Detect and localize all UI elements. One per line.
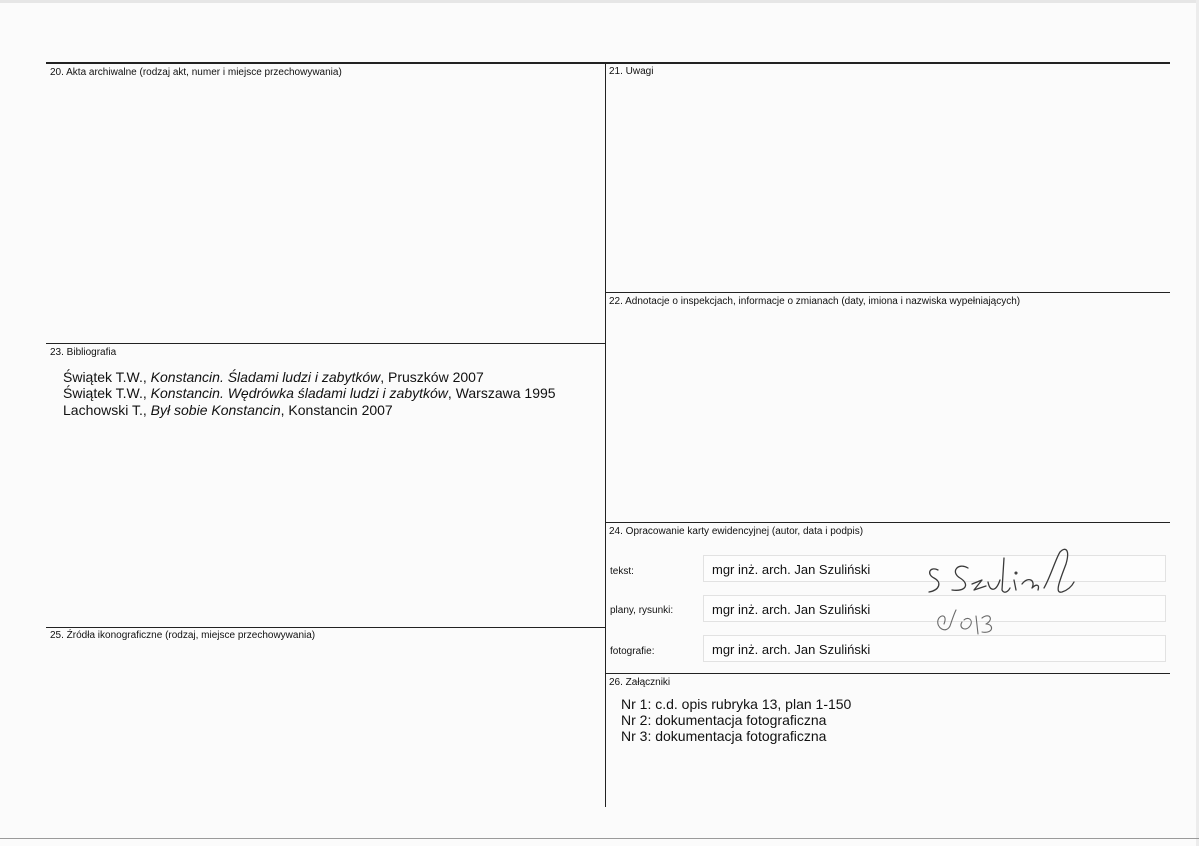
section-26-label: 26. Załączniki (609, 677, 671, 688)
attachment-item: Nr 2: dokumentacja fotograficzna (621, 712, 827, 728)
section-20-label: 20. Akta archiwalne (rodzaj akt, numer i miejsce przechowywania) (50, 67, 342, 78)
divider-25 (46, 627, 606, 628)
scan-top-edge (0, 0, 1199, 3)
author-drawings-field: mgr inż. arch. Jan Szuliński (703, 595, 1166, 622)
divider-23 (46, 343, 606, 344)
bibliography-entry: Świątek T.W., Konstancin. Śladami ludzi i zabytków, Pruszków 2007 (63, 369, 484, 385)
divider-22 (605, 292, 1170, 293)
author-photos-field: mgr inż. arch. Jan Szuliński (703, 635, 1166, 662)
divider-26 (605, 673, 1170, 674)
section-24-label: 24. Opracowanie karty ewidencyjnej (autor, data i podpis) (609, 526, 864, 537)
section-21-label: 21. Uwagi (609, 66, 654, 77)
author-text-field: mgr inż. arch. Jan Szuliński (703, 555, 1166, 582)
scan-bottom-edge (0, 838, 1199, 839)
attachment-item: Nr 1: c.d. opis rubryka 13, plan 1-150 (621, 696, 852, 712)
divider-24 (605, 522, 1170, 523)
row-label-text: tekst: (610, 566, 634, 577)
row-label-photos: fotografie: (610, 646, 655, 657)
section-23-label: 23. Bibliografia (50, 347, 117, 358)
attachment-item: Nr 3: dokumentacja fotograficzna (621, 728, 827, 744)
top-border (46, 62, 1170, 64)
row-label-drawings: plany, rysunki: (610, 605, 674, 616)
bibliography-entry: Lachowski T., Był sobie Konstancin, Konstancin 2007 (63, 402, 393, 418)
section-25-label: 25. Źródła ikonograficzne (rodzaj, miejsce przechowywania) (50, 630, 316, 641)
handwritten-signature (920, 540, 1080, 650)
bibliography-entry: Świątek T.W., Konstancin. Wędrówka śladami ludzi i zabytków, Warszawa 1995 (63, 385, 556, 401)
center-divider (605, 62, 606, 807)
section-22-label: 22. Adnotacje o inspekcjach, informacje o zmianach (daty, imiona i nazwiska wypełniających) (609, 296, 1021, 307)
